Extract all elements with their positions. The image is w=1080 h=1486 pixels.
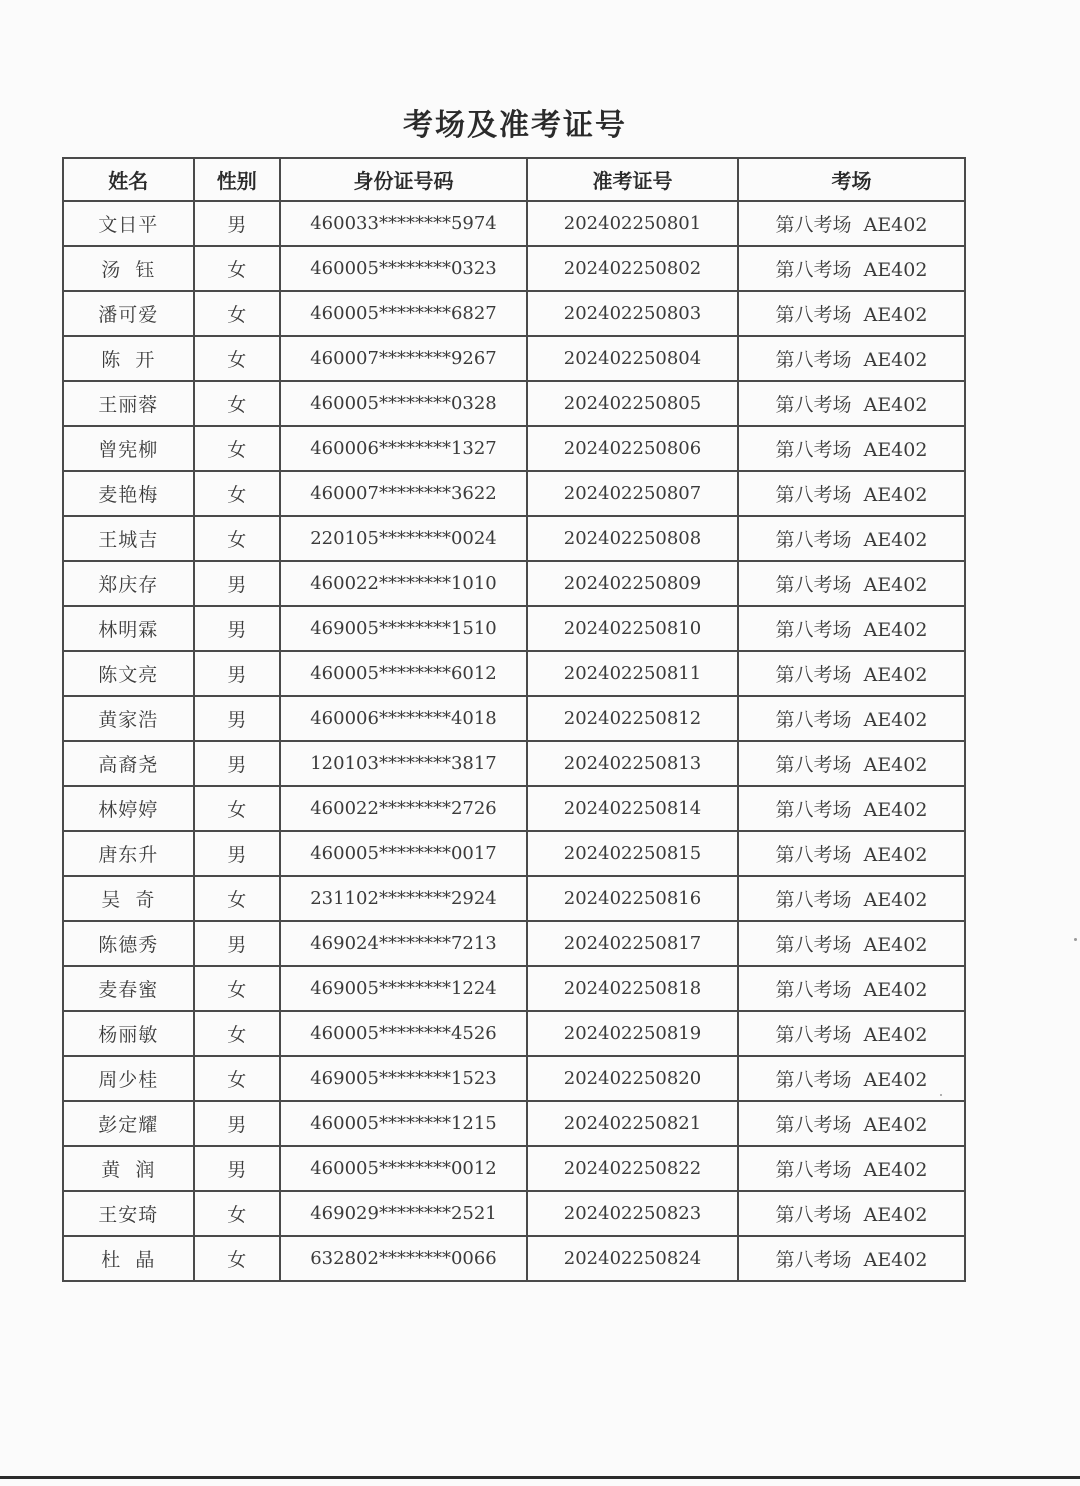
table-row: [63, 516, 965, 561]
ticket-number-cell: 202402250812: [527, 696, 738, 741]
gender-cell: 女: [194, 966, 280, 1011]
gender-cell: 女: [194, 471, 280, 516]
gender-cell: 男: [194, 606, 280, 651]
name-cell: 王城吉: [63, 516, 194, 561]
exam-room-cell: 第八考场 AE402: [738, 1056, 965, 1101]
id-number-cell: 120103********3817: [280, 741, 527, 786]
table-row: [63, 606, 965, 651]
id-number-cell: 460022********2726: [280, 786, 527, 831]
id-number-cell: 460006********1327: [280, 426, 527, 471]
table-row: [63, 696, 965, 741]
id-number-cell: 460005********0323: [280, 246, 527, 291]
id-number-cell: 460005********6827: [280, 291, 527, 336]
gender-cell: 女: [194, 1191, 280, 1236]
ticket-number-cell: 202402250821: [527, 1101, 738, 1146]
name-cell: 陈 开: [63, 336, 194, 381]
table-row: [63, 291, 965, 336]
header-name: 姓名: [63, 158, 194, 201]
id-number-cell: 460005********0012: [280, 1146, 527, 1191]
exam-room-cell: 第八考场 AE402: [738, 291, 965, 336]
table-row: [63, 651, 965, 696]
name-cell: 唐东升: [63, 831, 194, 876]
table-row: [63, 426, 965, 471]
table-row: [63, 831, 965, 876]
ticket-number-cell: 202402250820: [527, 1056, 738, 1101]
table-body: [63, 201, 965, 1281]
ticket-number-cell: 202402250818: [527, 966, 738, 1011]
table-header-row: [63, 158, 965, 201]
id-number-cell: 220105********0024: [280, 516, 527, 561]
ticket-number-cell: 202402250813: [527, 741, 738, 786]
scan-speck: [940, 1094, 942, 1096]
exam-room-cell: 第八考场 AE402: [738, 201, 965, 246]
ticket-number-cell: 202402250810: [527, 606, 738, 651]
gender-cell: 男: [194, 1146, 280, 1191]
id-number-cell: 460007********9267: [280, 336, 527, 381]
scan-edge-line: [0, 1476, 1080, 1479]
id-number-cell: 460005********0328: [280, 381, 527, 426]
ticket-number-cell: 202402250817: [527, 921, 738, 966]
exam-room-cell: 第八考场 AE402: [738, 426, 965, 471]
name-cell: 汤 钰: [63, 246, 194, 291]
gender-cell: 女: [194, 381, 280, 426]
ticket-number-cell: 202402250803: [527, 291, 738, 336]
exam-room-cell: 第八考场 AE402: [738, 1011, 965, 1056]
name-cell: 王丽蓉: [63, 381, 194, 426]
ticket-number-cell: 202402250824: [527, 1236, 738, 1281]
id-number-cell: 460005********4526: [280, 1011, 527, 1056]
id-number-cell: 469029********2521: [280, 1191, 527, 1236]
id-number-cell: 460005********1215: [280, 1101, 527, 1146]
exam-room-cell: 第八考场 AE402: [738, 696, 965, 741]
id-number-cell: 469024********7213: [280, 921, 527, 966]
exam-room-cell: 第八考场 AE402: [738, 336, 965, 381]
ticket-number-cell: 202402250805: [527, 381, 738, 426]
ticket-number-cell: 202402250801: [527, 201, 738, 246]
gender-cell: 女: [194, 786, 280, 831]
table-row: [63, 1011, 965, 1056]
scan-speck: [1074, 938, 1077, 941]
table-row: [63, 471, 965, 516]
name-cell: 黄家浩: [63, 696, 194, 741]
name-cell: 麦春蜜: [63, 966, 194, 1011]
table-row: [63, 201, 965, 246]
header-ticket-number: 准考证号: [527, 158, 738, 201]
id-number-cell: 460006********4018: [280, 696, 527, 741]
ticket-number-cell: 202402250806: [527, 426, 738, 471]
name-cell: 杜 晶: [63, 1236, 194, 1281]
table-row: [63, 741, 965, 786]
name-cell: 陈文亮: [63, 651, 194, 696]
id-number-cell: 469005********1224: [280, 966, 527, 1011]
page-title: 考场及准考证号: [403, 108, 627, 143]
exam-room-cell: 第八考场 AE402: [738, 1101, 965, 1146]
name-cell: 曾宪柳: [63, 426, 194, 471]
name-cell: 林明霖: [63, 606, 194, 651]
name-cell: 杨丽敏: [63, 1011, 194, 1056]
exam-room-cell: 第八考场 AE402: [738, 921, 965, 966]
ticket-number-cell: 202402250809: [527, 561, 738, 606]
table-row: [63, 1056, 965, 1101]
header-exam-room: 考场: [738, 158, 965, 201]
id-number-cell: 632802********0066: [280, 1236, 527, 1281]
ticket-number-cell: 202402250808: [527, 516, 738, 561]
id-number-cell: 469005********1510: [280, 606, 527, 651]
name-cell: 彭定耀: [63, 1101, 194, 1146]
table-row: [63, 786, 965, 831]
exam-room-cell: 第八考场 AE402: [738, 966, 965, 1011]
gender-cell: 女: [194, 516, 280, 561]
table-row: [63, 876, 965, 921]
ticket-number-cell: 202402250804: [527, 336, 738, 381]
name-cell: 文日平: [63, 201, 194, 246]
ticket-number-cell: 202402250807: [527, 471, 738, 516]
table-row: [63, 966, 965, 1011]
name-cell: 陈德秀: [63, 921, 194, 966]
ticket-number-cell: 202402250814: [527, 786, 738, 831]
name-cell: 潘可爱: [63, 291, 194, 336]
ticket-number-cell: 202402250815: [527, 831, 738, 876]
name-cell: 麦艳梅: [63, 471, 194, 516]
exam-room-cell: 第八考场 AE402: [738, 876, 965, 921]
table-row: [63, 246, 965, 291]
id-number-cell: 231102********2924: [280, 876, 527, 921]
table-row: [63, 1101, 965, 1146]
exam-room-cell: 第八考场 AE402: [738, 516, 965, 561]
id-number-cell: 460005********0017: [280, 831, 527, 876]
table-row: [63, 381, 965, 426]
exam-room-cell: 第八考场 AE402: [738, 1236, 965, 1281]
name-cell: 周少桂: [63, 1056, 194, 1101]
gender-cell: 女: [194, 291, 280, 336]
table-row: [63, 336, 965, 381]
gender-cell: 女: [194, 336, 280, 381]
table-row: [63, 1236, 965, 1281]
table-row: [63, 921, 965, 966]
exam-room-cell: 第八考场 AE402: [738, 246, 965, 291]
gender-cell: 女: [194, 426, 280, 471]
name-cell: 王安琦: [63, 1191, 194, 1236]
gender-cell: 男: [194, 561, 280, 606]
exam-room-cell: 第八考场 AE402: [738, 1146, 965, 1191]
header-id-number: 身份证号码: [280, 158, 527, 201]
exam-room-cell: 第八考场 AE402: [738, 1191, 965, 1236]
gender-cell: 男: [194, 201, 280, 246]
gender-cell: 男: [194, 741, 280, 786]
id-number-cell: 469005********1523: [280, 1056, 527, 1101]
ticket-number-cell: 202402250816: [527, 876, 738, 921]
gender-cell: 女: [194, 876, 280, 921]
exam-room-cell: 第八考场 AE402: [738, 786, 965, 831]
id-number-cell: 460022********1010: [280, 561, 527, 606]
ticket-number-cell: 202402250822: [527, 1146, 738, 1191]
name-cell: 黄 润: [63, 1146, 194, 1191]
table-row: [63, 1191, 965, 1236]
gender-cell: 女: [194, 1236, 280, 1281]
name-cell: 吴 奇: [63, 876, 194, 921]
id-number-cell: 460005********6012: [280, 651, 527, 696]
header-gender: 性别: [194, 158, 280, 201]
table-row: [63, 561, 965, 606]
ticket-number-cell: 202402250811: [527, 651, 738, 696]
table-row: [63, 1146, 965, 1191]
gender-cell: 男: [194, 651, 280, 696]
gender-cell: 男: [194, 921, 280, 966]
ticket-number-cell: 202402250823: [527, 1191, 738, 1236]
name-cell: 林婷婷: [63, 786, 194, 831]
gender-cell: 男: [194, 696, 280, 741]
exam-room-cell: 第八考场 AE402: [738, 651, 965, 696]
gender-cell: 男: [194, 1101, 280, 1146]
gender-cell: 女: [194, 246, 280, 291]
exam-room-cell: 第八考场 AE402: [738, 606, 965, 651]
gender-cell: 男: [194, 831, 280, 876]
id-number-cell: 460007********3622: [280, 471, 527, 516]
gender-cell: 女: [194, 1056, 280, 1101]
exam-room-cell: 第八考场 AE402: [738, 831, 965, 876]
exam-room-cell: 第八考场 AE402: [738, 561, 965, 606]
ticket-number-cell: 202402250802: [527, 246, 738, 291]
exam-room-cell: 第八考场 AE402: [738, 741, 965, 786]
ticket-number-cell: 202402250819: [527, 1011, 738, 1056]
exam-room-cell: 第八考场 AE402: [738, 471, 965, 516]
gender-cell: 女: [194, 1011, 280, 1056]
exam-room-cell: 第八考场 AE402: [738, 381, 965, 426]
id-number-cell: 460033********5974: [280, 201, 527, 246]
name-cell: 郑庆存: [63, 561, 194, 606]
exam-roster-table: [62, 157, 966, 1282]
name-cell: 高裔尧: [63, 741, 194, 786]
